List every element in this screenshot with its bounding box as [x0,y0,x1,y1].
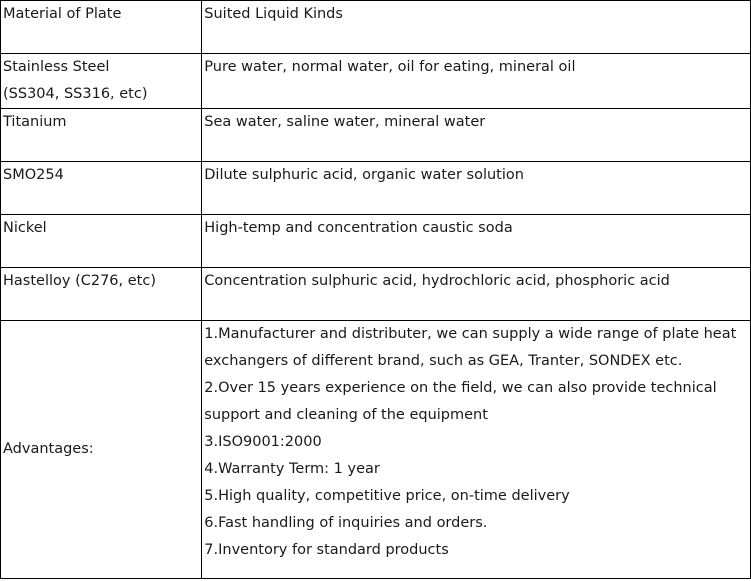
table-row [1,215,751,268]
advantage-line: 1.Manufacturer and distributer, we can supply a wide range of plate heat [204,326,737,342]
material-name: Stainless Steel [3,59,110,75]
advantage-line: 3.ISO9001:2000 [204,434,322,450]
table-row [1,109,751,162]
material-cell [1,54,202,109]
material-cell: Hastelloy (C276, etc) [1,268,202,321]
material-cell: Nickel [1,215,202,268]
table-row [1,162,751,215]
liquids-cell: Pure water, normal water, oil for eating, mineral oil [202,54,751,109]
table-row [1,54,751,109]
material-cell: SMO254 [1,162,202,215]
table-header-row [1,1,751,54]
header-material-cell: Material of Plate [1,1,202,54]
liquids-cell: High-temp and concentration caustic soda [202,215,751,268]
advantage-line: 6.Fast handling of inquiries and orders. [204,515,488,531]
advantage-line: 5.High quality, competitive price, on-time delivery [204,488,570,504]
material-grades: (SS304, SS316, etc) [3,86,148,102]
advantage-line: 2.Over 15 years experience on the field, we can also provide technical [204,380,717,396]
advantage-line: 7.Inventory for standard products [204,542,449,558]
advantage-line: 4.Warranty Term: 1 year [204,461,380,477]
advantage-line: exchangers of different brand, such as GEA, Tranter, SONDEX etc. [204,353,683,369]
liquids-cell: Concentration sulphuric acid, hydrochloric acid, phosphoric acid [202,268,751,321]
liquids-cell: Dilute sulphuric acid, organic water solution [202,162,751,215]
liquids-cell: Sea water, saline water, mineral water [202,109,751,162]
advantages-list [202,321,751,579]
table-row [1,268,751,321]
advantage-line: support and cleaning of the equipment [204,407,488,423]
material-cell: Titanium [1,109,202,162]
advantages-row [1,321,751,579]
advantages-label: Advantages: [1,321,202,579]
header-liquids-cell: Suited Liquid Kinds [202,1,751,54]
